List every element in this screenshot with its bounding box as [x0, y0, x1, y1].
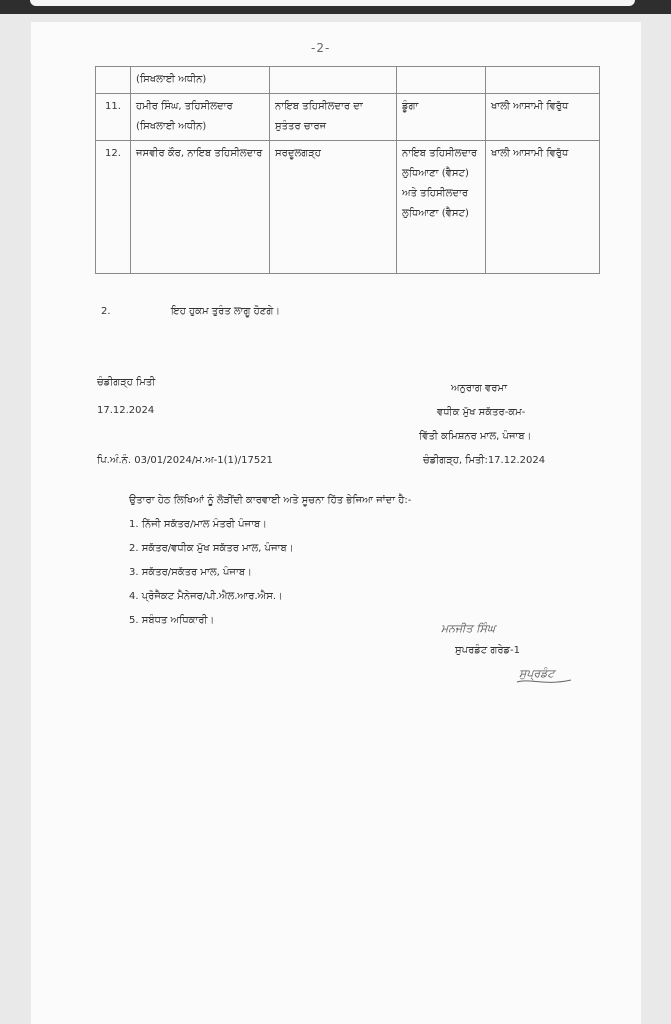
signature-flourish	[515, 676, 575, 690]
to-cell: ਡੂੰਗਾ	[397, 94, 486, 141]
from-cell	[270, 67, 397, 94]
recipient-item: 4. ਪ੍ਰੋਜੈਕਟ ਮੈਨੇਜਰ/ਪੀ.ਐਲ.ਆਰ.ਐਸ.।	[129, 591, 283, 602]
to-cell	[397, 67, 486, 94]
initials-signature	[519, 662, 554, 681]
recipient-item: 2. ਸਕੱਤਰ/ਵਧੀਕ ਮੁੱਖ ਸਕੱਤਰ ਮਾਲ, ਪੰਜਾਬ।	[129, 543, 294, 554]
name-cell: ਹਮੀਰ ਸਿੰਘ, ਤਹਿਸੀਲਦਾਰ (ਸਿਖਲਾਈ ਅਧੀਨ)	[131, 94, 270, 141]
from-cell: ਸਰਦੂਲਗੜ੍ਹ	[270, 141, 397, 274]
top-status-bar	[0, 0, 671, 14]
remarks-cell: ਖਾਲੀ ਆਸਾਮੀ ਵਿਰੁੱਧ	[486, 141, 600, 274]
recipient-item: 3. ਸਕੱਤਰ/ਸਕੱਤਰ ਮਾਲ, ਪੰਜਾਬ।	[129, 567, 252, 578]
table-row	[96, 141, 600, 274]
name-cell: (ਸਿਖਲਾਈ ਅਧੀਨ)	[131, 67, 270, 94]
recipient-item: 5. ਸਬੰਧਤ ਅਧਿਕਾਰੀ।	[129, 615, 215, 626]
place-label: ਚੰਡੀਗੜ੍ਹ ਮਿਤੀ	[97, 377, 156, 388]
serial-cell	[96, 67, 131, 94]
endorsement-number: ਪਿ.ਅੰ.ਨੰ. 03/01/2024/ਮ.ਅ-1(1)/17521	[97, 455, 273, 466]
initials-text: ਸੁਪ੍ਰਡੰਟ	[519, 667, 555, 680]
document-page	[31, 22, 641, 1024]
from-cell: ਨਾਇਬ ਤਹਿਸੀਲਦਾਰ ਦਾ ਸੁਤੰਤਰ ਚਾਰਜ	[270, 94, 397, 141]
signatory-designation: ਵਧੀਕ ਮੁੱਖ ਸਕੱਤਰ-ਕਮ-	[437, 407, 526, 418]
top-bar-tab	[30, 0, 635, 6]
copy-note: ਉਤਾਰਾ ਹੇਠ ਲਿਖਿਆਂ ਨੂੰ ਲੋੜੀਂਦੀ ਕਾਰਵਾਈ ਅਤੇ ਸੂਚਨਾ ਹਿੱਤ ਭੇਜਿਆ ਜਾਂਦਾ ਹੈ:-	[129, 495, 412, 506]
name-cell: ਜਸਵੀਰ ਕੌਰ, ਨਾਇਬ ਤਹਿਸੀਲਦਾਰ	[131, 141, 270, 274]
orders-table	[95, 66, 600, 274]
order-date: 17.12.2024	[97, 405, 155, 416]
endorsement-date: ਚੰਡੀਗੜ੍ਹ, ਮਿਤੀ:17.12.2024	[423, 455, 546, 466]
signatory-office: ਵਿੱਤੀ ਕਮਿਸ਼ਨਰ ਮਾਲ, ਪੰਜਾਬ।	[419, 431, 532, 442]
table-row	[96, 67, 600, 94]
remarks-cell	[486, 67, 600, 94]
serial-cell: 12.	[96, 141, 131, 274]
signatory-name: ਅਨੁਰਾਗ ਵਰਮਾ	[451, 383, 507, 394]
table-row	[96, 94, 600, 141]
recipient-item: 1. ਨਿੱਜੀ ਸਕੱਤਰ/ਮਾਲ ਮੰਤਰੀ ਪੰਜਾਬ।	[129, 519, 267, 530]
handwritten-signature: ਮਨਜੀਤ ਸਿੰਘ	[441, 622, 496, 635]
superintendent-designation: ਸੁਪਰਡੰਟ ਗਰੇਡ-1	[455, 645, 521, 656]
para-text: ਇਹ ਹੁਕਮ ਤੁਰੰਤ ਲਾਗੂ ਹੋਣਗੇ।	[171, 306, 281, 317]
to-cell: ਨਾਇਬ ਤਹਿਸੀਲਦਾਰ ਲੁਧਿਆਣਾ (ਵੈਸਟ) ਅਤੇ ਤਹਿਸੀਲਦਾਰ ਲੁਧਿਆਣਾ (ਵੈਸਟ)	[397, 141, 486, 274]
page-number: -2-	[311, 41, 331, 55]
serial-cell: 11.	[96, 94, 131, 141]
remarks-cell: ਖਾਲੀ ਆਸਾਮੀ ਵਿਰੁੱਧ	[486, 94, 600, 141]
para-number: 2.	[101, 306, 111, 317]
